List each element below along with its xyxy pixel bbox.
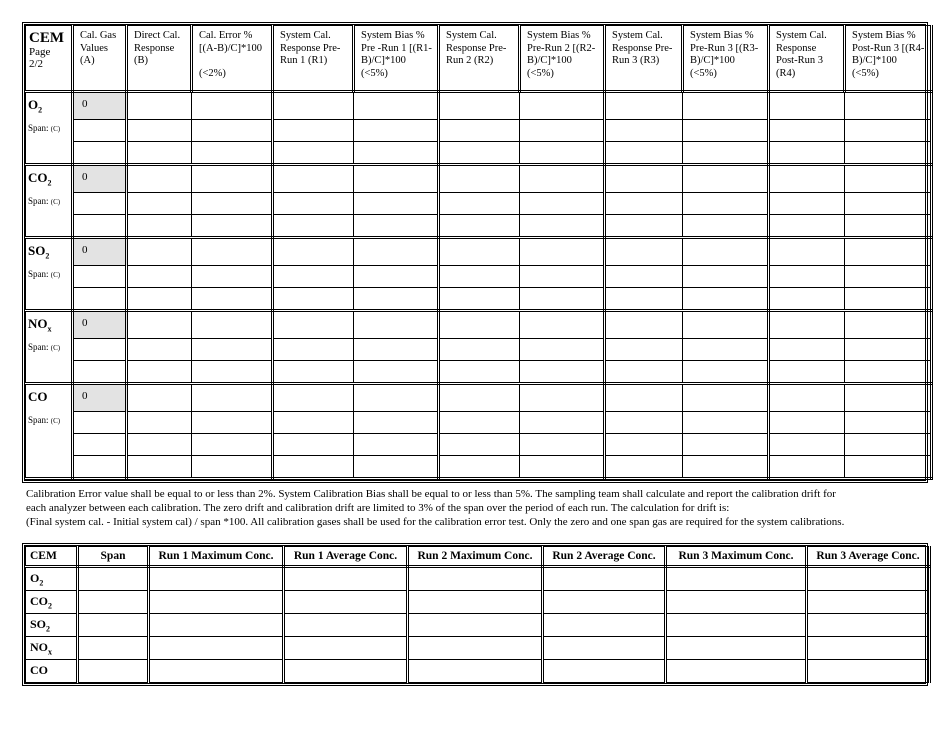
calibration-cell[interactable] xyxy=(439,288,520,311)
calibration-cell[interactable] xyxy=(439,434,520,456)
header-run3-max: Run 3 Maximum Conc. xyxy=(666,547,807,567)
span-label: Span: (C) xyxy=(28,341,61,352)
calibration-cell[interactable] xyxy=(605,361,683,384)
calibration-cell[interactable] xyxy=(683,339,769,361)
calibration-cell[interactable] xyxy=(439,339,520,361)
concentration-row xyxy=(26,591,930,614)
concentration-cell[interactable] xyxy=(78,637,149,660)
calibration-cell[interactable] xyxy=(73,412,127,434)
calibration-cell[interactable] xyxy=(683,311,769,339)
calibration-cell[interactable] xyxy=(73,434,127,456)
calibration-cell[interactable] xyxy=(769,456,845,479)
concentration-cell[interactable] xyxy=(78,567,149,591)
calibration-cell[interactable] xyxy=(127,456,192,479)
calibration-cell[interactable] xyxy=(273,311,354,339)
calibration-cell[interactable] xyxy=(73,361,127,384)
calibration-cell[interactable] xyxy=(439,215,520,238)
calibration-cell[interactable] xyxy=(683,165,769,193)
span-label: Span: (C) xyxy=(28,122,61,133)
calibration-cell[interactable] xyxy=(520,120,605,142)
note-line: (Final system cal. - Initial system cal) / span *100. All calibration gases shall be used for the calibration error test. Only the zero and one span gas are required for the system calibrations. xyxy=(26,516,845,528)
header-cal-error xyxy=(192,26,273,92)
concentration-cell[interactable] xyxy=(284,614,408,637)
calibration-cell[interactable] xyxy=(273,434,354,456)
concentration-row xyxy=(26,660,930,683)
calibration-cell[interactable] xyxy=(354,193,439,215)
note-line: Calibration Error value shall be equal to or less than 2%. System Calibration Bias shall be equal to or less than 5%. The sampling team shall calculate and report the calibration drift for xyxy=(26,488,836,500)
calibration-cell[interactable] xyxy=(439,142,520,165)
calibration-cell[interactable] xyxy=(273,456,354,479)
gas-label-cell xyxy=(26,165,73,238)
calibration-cell[interactable] xyxy=(683,238,769,266)
calibration-cell[interactable] xyxy=(127,434,192,456)
calibration-cell[interactable] xyxy=(769,193,845,215)
calibration-cell[interactable] xyxy=(845,215,932,238)
calibration-cell[interactable] xyxy=(354,361,439,384)
calibration-row xyxy=(26,266,932,288)
calibration-cell[interactable] xyxy=(605,339,683,361)
calibration-cell[interactable] xyxy=(439,120,520,142)
calibration-cell[interactable] xyxy=(520,412,605,434)
zero-gas-value: 0 xyxy=(73,311,127,339)
concentration-cell[interactable] xyxy=(78,660,149,683)
concentration-cell[interactable] xyxy=(284,637,408,660)
concentration-cell[interactable] xyxy=(408,591,543,614)
calibration-cell[interactable] xyxy=(273,266,354,288)
calibration-row xyxy=(26,165,932,193)
calibration-cell[interactable] xyxy=(605,456,683,479)
gas-label-cell xyxy=(26,384,73,479)
calibration-cell[interactable] xyxy=(192,288,273,311)
calibration-row xyxy=(26,193,932,215)
calibration-cell[interactable] xyxy=(683,288,769,311)
concentration-cell[interactable] xyxy=(284,591,408,614)
calibration-cell[interactable] xyxy=(520,288,605,311)
calibration-cell[interactable] xyxy=(273,120,354,142)
header-cal-gas-values: Cal. Gas Values (A) xyxy=(73,26,127,92)
calibration-cell[interactable] xyxy=(520,142,605,165)
calibration-cell[interactable] xyxy=(273,238,354,266)
calibration-cell[interactable] xyxy=(520,266,605,288)
span-label: Span: (C) xyxy=(28,195,61,206)
calibration-cell[interactable] xyxy=(605,120,683,142)
gas-name: CO xyxy=(26,660,78,683)
header-bias-r1: System Bias % Pre -Run 1 [(R1-B)/C]*100 (<5%) xyxy=(354,26,439,92)
calibration-cell[interactable] xyxy=(769,238,845,266)
calibration-cell[interactable] xyxy=(192,193,273,215)
calibration-cell[interactable] xyxy=(439,456,520,479)
header-cal-error-formula: Cal. Error % [(A-B)/C]*100 xyxy=(199,30,262,54)
calibration-cell[interactable] xyxy=(127,120,192,142)
calibration-cell[interactable] xyxy=(273,288,354,311)
calibration-cell[interactable] xyxy=(192,361,273,384)
calibration-cell[interactable] xyxy=(439,361,520,384)
calibration-cell[interactable] xyxy=(354,412,439,434)
concentration-cell[interactable] xyxy=(666,614,807,637)
concentration-cell[interactable] xyxy=(284,660,408,683)
calibration-cell[interactable] xyxy=(73,215,127,238)
calibration-row xyxy=(26,142,932,165)
zero-gas-value: 0 xyxy=(73,238,127,266)
calibration-row xyxy=(26,288,932,311)
zero-gas-value: 0 xyxy=(73,384,127,412)
concentration-cell[interactable] xyxy=(149,614,284,637)
calibration-cell[interactable] xyxy=(683,92,769,120)
calibration-cell[interactable] xyxy=(520,311,605,339)
header-response-r3: System Cal. Response Pre-Run 3 (R3) xyxy=(605,26,683,92)
concentration-cell[interactable] xyxy=(149,660,284,683)
cem-label: CEM xyxy=(29,30,64,46)
calibration-cell[interactable] xyxy=(683,142,769,165)
calibration-row xyxy=(26,92,932,120)
calibration-cell[interactable] xyxy=(73,193,127,215)
header-span: Span xyxy=(78,547,149,567)
span-label: Span: (C) xyxy=(28,268,61,279)
calibration-cell[interactable] xyxy=(769,142,845,165)
calibration-cell[interactable] xyxy=(354,311,439,339)
header-run1-avg: Run 1 Average Conc. xyxy=(284,547,408,567)
calibration-cell[interactable] xyxy=(127,215,192,238)
calibration-cell[interactable] xyxy=(845,361,932,384)
calibration-cell[interactable] xyxy=(769,266,845,288)
calibration-cell[interactable] xyxy=(683,361,769,384)
calibration-cell[interactable] xyxy=(520,361,605,384)
header-run1-max: Run 1 Maximum Conc. xyxy=(149,547,284,567)
calibration-cell[interactable] xyxy=(439,266,520,288)
calibration-cell[interactable] xyxy=(845,311,932,339)
calibration-cell[interactable] xyxy=(192,142,273,165)
calibration-cell[interactable] xyxy=(520,434,605,456)
concentration-table xyxy=(22,543,928,686)
concentration-cell[interactable] xyxy=(543,591,666,614)
calibration-cell[interactable] xyxy=(273,215,354,238)
header-response-r2: System Cal. Response Pre-Run 2 (R2) xyxy=(439,26,520,92)
header-bias-r4: System Bias % Post-Run 3 [(R4-B)/C]*100 (<5%) xyxy=(845,26,932,92)
calibration-cell[interactable] xyxy=(769,434,845,456)
concentration-cell[interactable] xyxy=(543,614,666,637)
concentration-row xyxy=(26,614,930,637)
page-label: Page xyxy=(29,46,51,58)
calibration-cell[interactable] xyxy=(127,288,192,311)
calibration-cell[interactable] xyxy=(605,215,683,238)
concentration-row xyxy=(26,637,930,660)
calibration-cell[interactable] xyxy=(769,311,845,339)
gas-label-cell xyxy=(26,311,73,384)
calibration-cell[interactable] xyxy=(73,120,127,142)
concentration-cell[interactable] xyxy=(149,567,284,591)
calibration-cell[interactable] xyxy=(439,238,520,266)
calibration-cell[interactable] xyxy=(192,412,273,434)
calibration-cell[interactable] xyxy=(192,120,273,142)
concentration-cell[interactable] xyxy=(284,567,408,591)
calibration-cell[interactable] xyxy=(769,165,845,193)
calibration-cell[interactable] xyxy=(845,92,932,120)
calibration-cell[interactable] xyxy=(273,92,354,120)
calibration-cell[interactable] xyxy=(520,339,605,361)
calibration-cell[interactable] xyxy=(520,92,605,120)
calibration-cell[interactable] xyxy=(192,456,273,479)
cem-page-header xyxy=(26,26,73,92)
calibration-cell[interactable] xyxy=(605,412,683,434)
calibration-cell[interactable] xyxy=(769,361,845,384)
concentration-cell[interactable] xyxy=(149,591,284,614)
calibration-cell[interactable] xyxy=(192,165,273,193)
calibration-cell[interactable] xyxy=(845,339,932,361)
calibration-cell[interactable] xyxy=(354,238,439,266)
calibration-cell[interactable] xyxy=(845,412,932,434)
calibration-cell[interactable] xyxy=(769,92,845,120)
calibration-row xyxy=(26,412,932,434)
gas-name: $O_2$ xyxy=(26,567,78,591)
calibration-row xyxy=(26,456,932,479)
calibration-cell[interactable] xyxy=(127,311,192,339)
gas-label-cell xyxy=(26,92,73,165)
calibration-row xyxy=(26,311,932,339)
calibration-cell[interactable] xyxy=(273,193,354,215)
calibration-cell[interactable] xyxy=(520,456,605,479)
calibration-cell[interactable] xyxy=(354,456,439,479)
concentration-cell[interactable] xyxy=(666,567,807,591)
calibration-cell[interactable] xyxy=(605,165,683,193)
concentration-cell[interactable] xyxy=(807,660,930,683)
calibration-row xyxy=(26,238,932,266)
calibration-cell[interactable] xyxy=(845,266,932,288)
calibration-cell[interactable] xyxy=(273,339,354,361)
calibration-cell[interactable] xyxy=(769,339,845,361)
calibration-cell[interactable] xyxy=(439,412,520,434)
calibration-cell[interactable] xyxy=(520,215,605,238)
calibration-cell[interactable] xyxy=(354,215,439,238)
calibration-cell[interactable] xyxy=(605,384,683,412)
concentration-cell[interactable] xyxy=(543,637,666,660)
calibration-cell[interactable] xyxy=(73,456,127,479)
concentration-cell[interactable] xyxy=(408,567,543,591)
calibration-cell[interactable] xyxy=(683,215,769,238)
zero-gas-value: 0 xyxy=(73,165,127,193)
gas-name: $O_2$ xyxy=(28,97,43,115)
calibration-cell[interactable] xyxy=(354,288,439,311)
calibration-cell[interactable] xyxy=(192,238,273,266)
header-bias-r3: System Bias % Pre-Run 3 [(R3-B)/C]*100 (<5%) xyxy=(683,26,769,92)
concentration-cell[interactable] xyxy=(408,660,543,683)
calibration-cell[interactable] xyxy=(439,92,520,120)
gas-name: $SO_2$ xyxy=(28,243,50,261)
calibration-cell[interactable] xyxy=(127,92,192,120)
calibration-cell[interactable] xyxy=(273,361,354,384)
calibration-header-row xyxy=(26,26,932,92)
calibration-cell[interactable] xyxy=(845,165,932,193)
concentration-cell[interactable] xyxy=(408,614,543,637)
calibration-cell[interactable] xyxy=(769,412,845,434)
calibration-row xyxy=(26,120,932,142)
calibration-cell[interactable] xyxy=(273,165,354,193)
note-line: each analyzer between each calibration. The zero drift and calibration drift are limited to 3% of the span over the period of each run. The calculation for drift is: xyxy=(26,502,730,514)
calibration-cell[interactable] xyxy=(683,412,769,434)
gas-name: $CO_2$ xyxy=(26,591,78,614)
calibration-cell[interactable] xyxy=(845,142,932,165)
header-cem: CEM xyxy=(26,547,78,567)
calibration-cell[interactable] xyxy=(605,266,683,288)
calibration-cell[interactable] xyxy=(845,434,932,456)
calibration-cell[interactable] xyxy=(354,434,439,456)
calibration-cell[interactable] xyxy=(769,215,845,238)
header-response-r1: System Cal. Response Pre-Run 1 (R1) xyxy=(273,26,354,92)
calibration-cell[interactable] xyxy=(845,456,932,479)
gas-name: $NO_x$ xyxy=(28,316,52,334)
header-cal-error-limit: (<2%) xyxy=(199,67,226,79)
concentration-cell[interactable] xyxy=(666,660,807,683)
calibration-cell[interactable] xyxy=(439,311,520,339)
calibration-cell[interactable] xyxy=(605,193,683,215)
calibration-cell[interactable] xyxy=(354,142,439,165)
calibration-cell[interactable] xyxy=(192,266,273,288)
calibration-cell[interactable] xyxy=(354,266,439,288)
calibration-cell[interactable] xyxy=(520,384,605,412)
calibration-cell[interactable] xyxy=(439,193,520,215)
concentration-cell[interactable] xyxy=(807,614,930,637)
calibration-row xyxy=(26,361,932,384)
concentration-cell[interactable] xyxy=(807,637,930,660)
calibration-cell[interactable] xyxy=(127,238,192,266)
span-label: Span: (C) xyxy=(28,414,61,425)
calibration-cell[interactable] xyxy=(354,92,439,120)
calibration-cell[interactable] xyxy=(605,142,683,165)
calibration-cell[interactable] xyxy=(73,288,127,311)
concentration-header-row xyxy=(26,547,930,567)
calibration-cell[interactable] xyxy=(192,384,273,412)
concentration-cell[interactable] xyxy=(543,567,666,591)
calibration-cell[interactable] xyxy=(127,193,192,215)
calibration-cell[interactable] xyxy=(683,434,769,456)
page-number: 2/2 xyxy=(29,58,44,70)
calibration-cell[interactable] xyxy=(127,361,192,384)
calibration-cell[interactable] xyxy=(683,456,769,479)
calibration-cell[interactable] xyxy=(683,266,769,288)
calibration-cell[interactable] xyxy=(192,434,273,456)
calibration-cell[interactable] xyxy=(605,288,683,311)
calibration-cell[interactable] xyxy=(683,193,769,215)
header-run2-max: Run 2 Maximum Conc. xyxy=(408,547,543,567)
calibration-cell[interactable] xyxy=(73,339,127,361)
calibration-cell[interactable] xyxy=(273,384,354,412)
header-bias-r2: System Bias % Pre-Run 2 [(R2-B)/C]*100 (<5%) xyxy=(520,26,605,92)
calibration-cell[interactable] xyxy=(127,165,192,193)
calibration-cell[interactable] xyxy=(127,384,192,412)
calibration-cell[interactable] xyxy=(127,412,192,434)
calibration-cell[interactable] xyxy=(605,434,683,456)
calibration-cell[interactable] xyxy=(605,92,683,120)
header-response-r4: System Cal. Response Post-Run 3 (R4) xyxy=(769,26,845,92)
calibration-cell[interactable] xyxy=(683,384,769,412)
calibration-row xyxy=(26,384,932,412)
gas-name: $NO_x$ xyxy=(26,637,78,660)
calibration-cell[interactable] xyxy=(192,215,273,238)
gas-label-cell xyxy=(26,238,73,311)
calibration-cell[interactable] xyxy=(273,142,354,165)
calibration-cell[interactable] xyxy=(127,266,192,288)
calibration-cell[interactable] xyxy=(354,120,439,142)
concentration-cell[interactable] xyxy=(807,567,930,591)
calibration-cell[interactable] xyxy=(192,92,273,120)
calibration-cell[interactable] xyxy=(192,339,273,361)
calibration-cell[interactable] xyxy=(439,165,520,193)
concentration-cell[interactable] xyxy=(78,591,149,614)
header-direct-cal-response: Direct Cal. Response (B) xyxy=(127,26,192,92)
zero-gas-value: 0 xyxy=(73,92,127,120)
header-run3-avg: Run 3 Average Conc. xyxy=(807,547,930,567)
calibration-row xyxy=(26,215,932,238)
concentration-cell[interactable] xyxy=(78,614,149,637)
gas-name: CO xyxy=(28,389,48,404)
calibration-cell[interactable] xyxy=(354,165,439,193)
calibration-cell[interactable] xyxy=(769,288,845,311)
calibration-cell[interactable] xyxy=(73,266,127,288)
concentration-cell[interactable] xyxy=(408,637,543,660)
calibration-cell[interactable] xyxy=(683,120,769,142)
calibration-cell[interactable] xyxy=(127,339,192,361)
calibration-cell[interactable] xyxy=(520,165,605,193)
calibration-cell[interactable] xyxy=(520,238,605,266)
concentration-cell[interactable] xyxy=(149,637,284,660)
calibration-cell[interactable] xyxy=(354,339,439,361)
header-run2-avg: Run 2 Average Conc. xyxy=(543,547,666,567)
calibration-cell[interactable] xyxy=(605,311,683,339)
calibration-cell[interactable] xyxy=(845,120,932,142)
calibration-row xyxy=(26,434,932,456)
calibration-notes xyxy=(26,487,926,529)
concentration-cell[interactable] xyxy=(543,660,666,683)
concentration-row xyxy=(26,567,930,591)
calibration-cell[interactable] xyxy=(769,120,845,142)
calibration-cell[interactable] xyxy=(520,193,605,215)
calibration-cell[interactable] xyxy=(845,288,932,311)
gas-name: $CO_2$ xyxy=(28,170,52,188)
calibration-cell[interactable] xyxy=(439,384,520,412)
gas-name: $SO_2$ xyxy=(26,614,78,637)
calibration-cell[interactable] xyxy=(127,142,192,165)
calibration-cell[interactable] xyxy=(605,238,683,266)
calibration-row xyxy=(26,339,932,361)
concentration-cell[interactable] xyxy=(807,591,930,614)
concentration-cell[interactable] xyxy=(666,591,807,614)
calibration-cell[interactable] xyxy=(845,238,932,266)
calibration-cell[interactable] xyxy=(273,412,354,434)
concentration-cell[interactable] xyxy=(666,637,807,660)
calibration-table xyxy=(22,22,928,483)
calibration-cell[interactable] xyxy=(769,384,845,412)
calibration-cell[interactable] xyxy=(845,193,932,215)
calibration-cell[interactable] xyxy=(192,311,273,339)
calibration-cell[interactable] xyxy=(73,142,127,165)
calibration-cell[interactable] xyxy=(354,384,439,412)
calibration-cell[interactable] xyxy=(845,384,932,412)
